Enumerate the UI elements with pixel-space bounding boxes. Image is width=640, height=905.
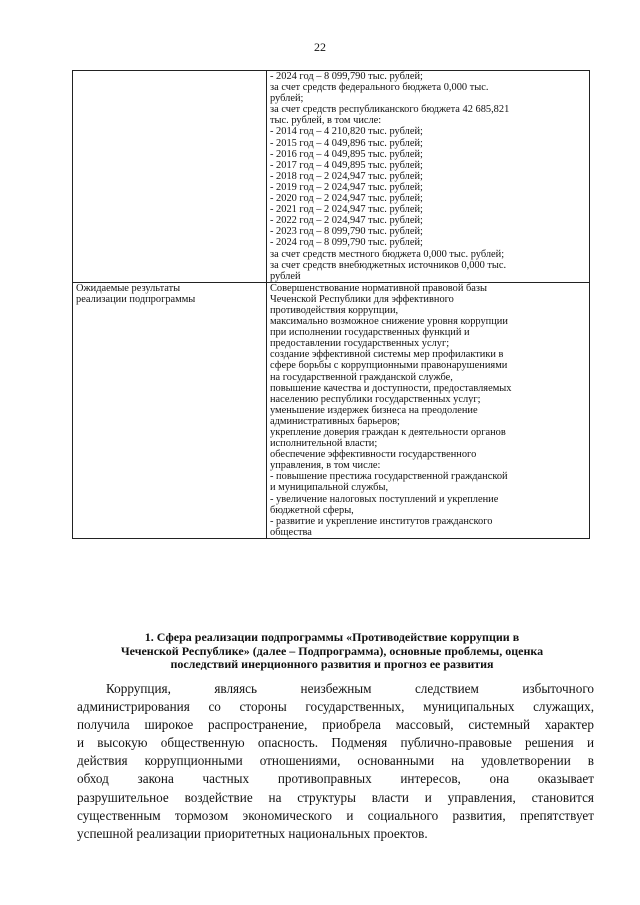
paragraph-line: успешной реализации приоритетных национальных проектов. <box>77 825 428 841</box>
table-value-line: тыс. рублей, в том числе: <box>270 115 382 127</box>
table-value-line: повышение качества и доступности, предоставляемых <box>270 382 512 394</box>
table-label-line: реализации подпрограммы <box>76 293 196 305</box>
table-value-line: - 2014 год – 4 210,820 тыс. рублей; <box>270 126 423 138</box>
section-heading-line: 1. Сфера реализации подпрограммы «Противодействие коррупции в <box>144 630 520 644</box>
table-value-line: исполнительной власти; <box>270 438 378 450</box>
table-value-cell <box>267 282 590 538</box>
table-value-line: максимально возможное снижение уровня коррупции <box>270 316 508 328</box>
table-label-line: Ожидаемые результаты <box>76 282 181 294</box>
table-value-line: - 2019 год – 2 024,947 тыс. рублей; <box>270 181 423 193</box>
table-value-line: административных барьеров; <box>270 415 400 427</box>
table-value-line: рублей; <box>270 93 304 105</box>
page-number: 22 <box>314 40 326 54</box>
table-value-line: противодействия коррупции, <box>270 304 399 316</box>
table-value-line: - 2024 год – 8 099,790 тыс. рублей; <box>270 71 423 82</box>
table-value-line: - 2022 год – 2 024,947 тыс. рублей; <box>270 215 423 227</box>
table-value-cell <box>267 71 590 283</box>
table-value-line: за счет средств федерального бюджета 0,000 тыс. <box>270 82 489 94</box>
section-heading-line: последствий инерционного развития и прогноз ее развития <box>170 657 494 671</box>
body-paragraph <box>77 680 594 843</box>
table-value-line: сфере борьбы с коррупционными правонарушениями <box>270 360 508 372</box>
table-value-line: рублей <box>270 270 301 282</box>
table-value-line: Совершенствование нормативной правовой базы <box>270 282 487 294</box>
table-label-cell <box>73 282 267 538</box>
paragraph-line: обход закона частных противоправных интересов, она оказывает <box>77 771 594 787</box>
table-value-line: - увеличение налоговых поступлений и укрепление <box>270 493 499 505</box>
table-label-cell <box>73 71 267 283</box>
table-value-line: управления, в том числе: <box>270 460 381 472</box>
table-value-line: - 2023 год – 8 099,790 тыс. рублей; <box>270 226 423 238</box>
table-value-line: населению республики государственных услуг; <box>270 393 481 405</box>
table-value-line: - 2017 год – 4 049,895 тыс. рублей; <box>270 159 423 171</box>
paragraph-line: и высокую общественную опасность. Подменяя публично-правовые решения и <box>77 735 594 751</box>
table-value-line: за счет средств республиканского бюджета 42 685,821 <box>270 104 510 116</box>
table-value-line: и муниципальной службы, <box>270 482 389 494</box>
table-value-line: - повышение престижа государственной гражданской <box>270 471 508 483</box>
table-value-line: за счет средств местного бюджета 0,000 тыс. рублей; <box>270 248 505 260</box>
paragraph-line: действия коррупционными отношениями, основанными на удовлетворении в <box>77 753 594 769</box>
table-value-line: обеспечение эффективности государственного <box>270 449 477 461</box>
table-value-line: за счет средств внебюджетных источников 0,000 тыс. <box>270 259 507 271</box>
table-value-line: Чеченской Республики для эффективного <box>270 293 454 305</box>
paragraph-line: Коррупция, являясь неизбежным следствием избыточного <box>106 681 594 696</box>
table-value-line: - 2020 год – 2 024,947 тыс. рублей; <box>270 193 423 205</box>
table-value-line: - 2021 год – 2 024,947 тыс. рублей; <box>270 204 423 216</box>
table-row <box>73 71 590 283</box>
section-heading <box>70 631 594 672</box>
paragraph-line: администрирования со стороны государственных, муниципальных служащих, <box>77 699 594 715</box>
table-value-line: предоставлении государственных услуг; <box>270 338 450 350</box>
table-value-line: создание эффективной системы мер профилактики в <box>270 349 504 361</box>
table-value-line: - 2016 год – 4 049,895 тыс. рублей; <box>270 148 423 160</box>
table-value-line: общества <box>270 526 312 538</box>
table-value-line: - 2024 год – 8 099,790 тыс. рублей; <box>270 237 423 249</box>
paragraph-line: разрушительное воздействие на структуры власти и управления, становится <box>77 789 594 805</box>
table-value-line: при исполнении государственных функций и <box>270 327 470 339</box>
table-row <box>73 282 590 538</box>
table-value-line: - 2015 год – 4 049,896 тыс. рублей; <box>270 137 423 149</box>
table-value-line: укрепление доверия граждан к деятельности органов <box>270 427 506 438</box>
section-heading-line: Чеченской Республике» (далее – Подпрограмма), основные проблемы, оценка <box>120 643 544 658</box>
table-value-line: - 2018 год – 2 024,947 тыс. рублей; <box>270 170 423 182</box>
program-info-table <box>72 70 590 539</box>
table-value-line: - развитие и укрепление институтов гражданского <box>270 515 493 527</box>
table-value-line: бюджетной сферы, <box>270 504 354 516</box>
paragraph-line: существенным тормозом экономического и социального развития, препятствует <box>77 807 594 823</box>
table-value-line: уменьшение издержек бизнеса на преодоление <box>270 404 478 416</box>
table-value-line: на государственной гражданской службе, <box>270 371 453 383</box>
paragraph-line: получила широкое распространение, приобрела массовый, системный характер <box>77 717 594 733</box>
